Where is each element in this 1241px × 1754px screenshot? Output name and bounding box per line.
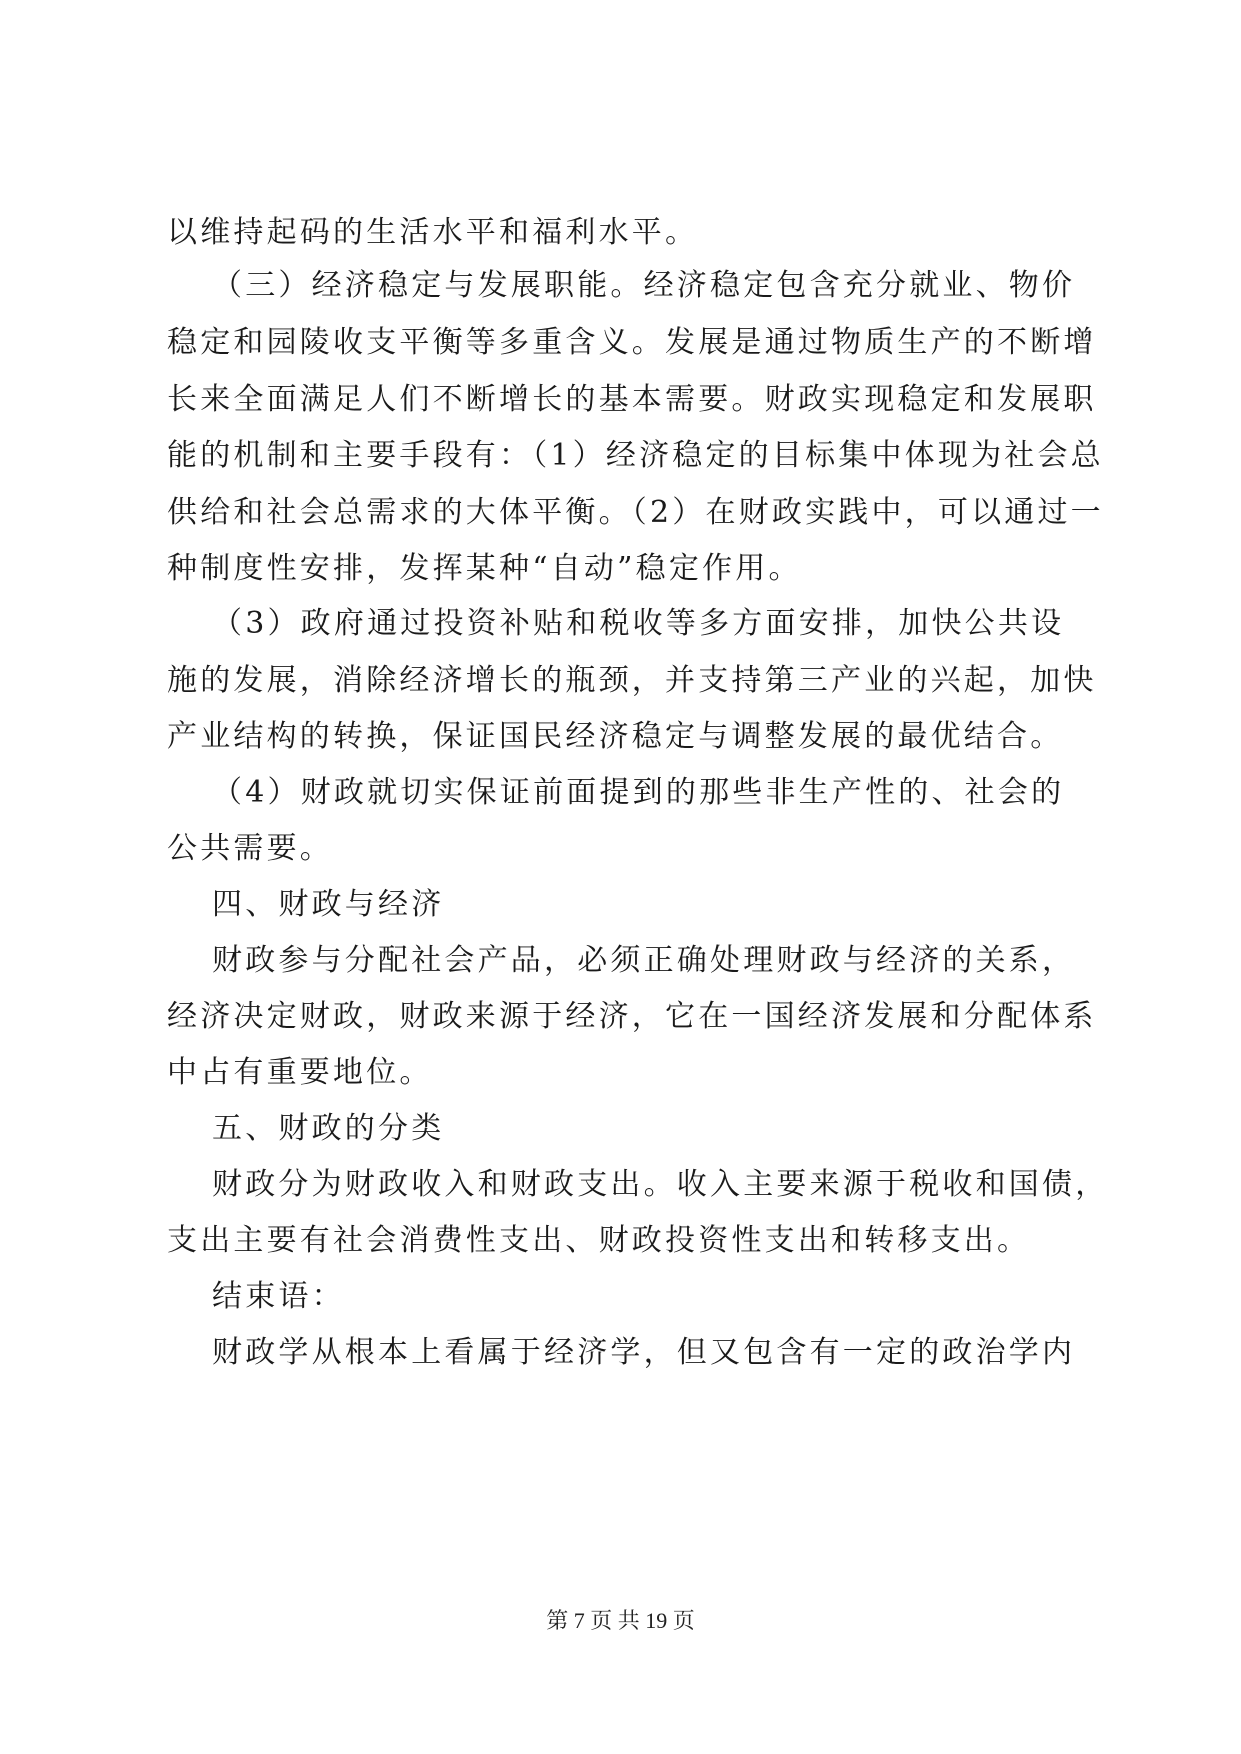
body-line: 能的机制和主要手段有：（1）经济稳定的目标集中体现为社会总 (167, 438, 1104, 473)
section-heading: 四、财政与经济 (212, 887, 445, 922)
body-line: 中占有重要地位。 (167, 1055, 433, 1090)
body-line: 财政分为财政收入和财政支出。收入主要来源于税收和国债， (212, 1167, 1109, 1202)
body-line: （三）经济稳定与发展职能。经济稳定包含充分就业、物价 (212, 268, 1076, 303)
body-line: （3）政府通过投资补贴和税收等多方面安排，加快公共设 (212, 606, 1065, 641)
body-line: 财政参与分配社会产品，必须正确处理财政与经济的关系， (212, 943, 1076, 978)
body-line: 供给和社会总需求的大体平衡。（2）在财政实践中，可以通过一 (167, 495, 1104, 530)
page-number-footer: 第 7 页 共 19 页 (546, 1608, 695, 1633)
body-line: 以维持起码的生活水平和福利水平。 (167, 215, 699, 250)
body-line: 财政学从根本上看属于经济学，但又包含有一定的政治学内 (212, 1335, 1076, 1370)
body-line: 公共需要。 (167, 831, 333, 866)
body-line: 稳定和园陵收支平衡等多重含义。发展是通过物质生产的不断增 (167, 325, 1097, 360)
body-line: （4）财政就切实保证前面提到的那些非生产性的、社会的 (212, 775, 1065, 810)
section-heading: 结束语： (212, 1279, 345, 1314)
body-line: 施的发展，消除经济增长的瓶颈，并支持第三产业的兴起，加快 (167, 663, 1097, 698)
body-line: 长来全面满足人们不断增长的基本需要。财政实现稳定和发展职 (167, 382, 1097, 417)
body-line: 经济决定财政，财政来源于经济，它在一国经济发展和分配体系 (167, 999, 1097, 1034)
section-heading: 五、财政的分类 (212, 1111, 445, 1146)
body-line: 支出主要有社会消费性支出、财政投资性支出和转移支出。 (167, 1223, 1031, 1258)
body-line: 种制度性安排，发挥某种“自动”稳定作用。 (167, 551, 802, 586)
body-line: 产业结构的转换，保证国民经济稳定与调整发展的最优结合。 (167, 719, 1064, 754)
